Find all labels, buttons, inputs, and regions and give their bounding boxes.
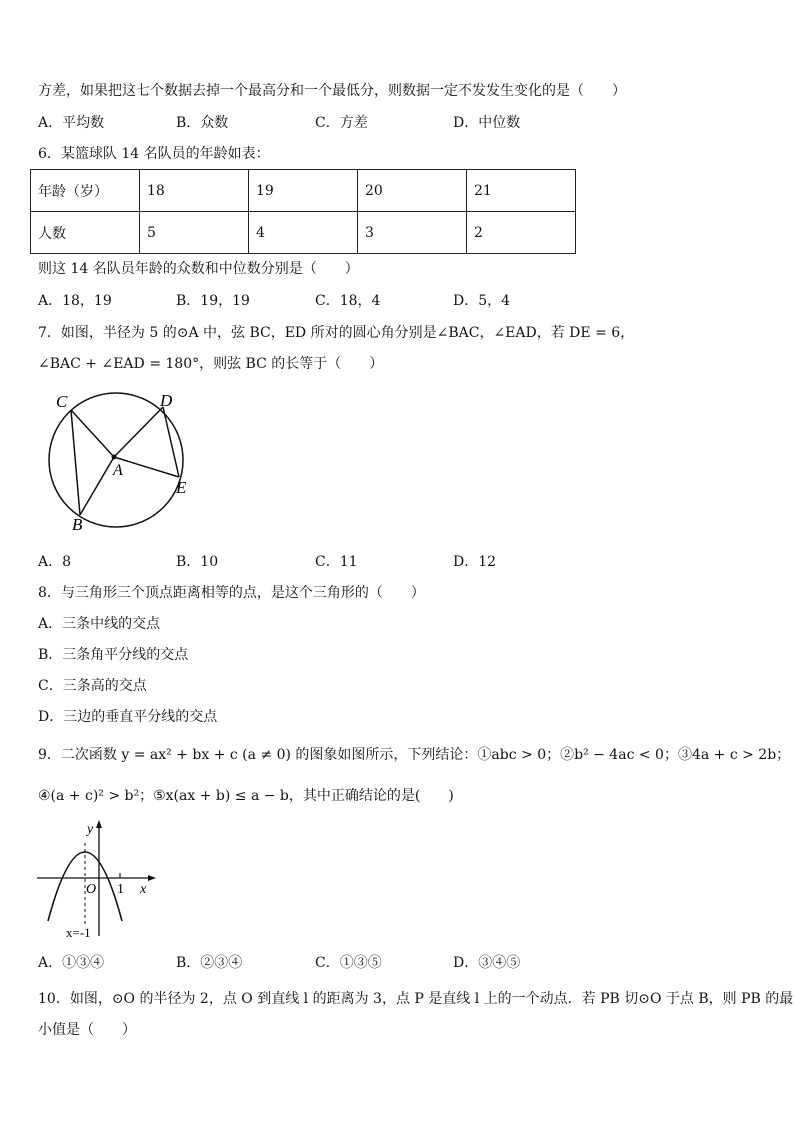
table-cell: 2 — [467, 212, 576, 254]
table-cell: 3 — [358, 212, 467, 254]
q8-option-a: A．三条中线的交点 — [38, 616, 161, 632]
table-cell: 21 — [467, 170, 576, 212]
q6-option-a: A．18，19 — [38, 293, 112, 309]
label-b: B — [72, 515, 83, 534]
chord-bc — [71, 410, 80, 515]
table-cell: 19 — [249, 170, 358, 212]
circle-figure — [40, 385, 200, 535]
table-cell: 18 — [140, 170, 249, 212]
q7-option-b: B．10 — [176, 554, 219, 570]
q5-option-d: D．中位数 — [453, 115, 521, 131]
q6-stem: 6．某篮球队 14 名队员的年龄如表： — [38, 146, 270, 162]
segment-ad — [114, 407, 163, 457]
label-d: D — [160, 391, 173, 410]
table-cell: 4 — [249, 212, 358, 254]
q7-stem-line2: ∠BAC + ∠EAD = 180°，则弦 BC 的长等于（ ） — [38, 356, 384, 372]
chord-de — [163, 407, 179, 477]
q6-option-d: D．5，4 — [453, 293, 511, 309]
q9-stem-line2: ④(a + c)² > b²；⑤x(ax + b) ≤ a − b，其中正确结论的是( ) — [38, 788, 454, 804]
table-row — [31, 212, 576, 254]
label-one: 1 — [117, 882, 124, 897]
label-y: y — [87, 822, 94, 837]
label-e: E — [176, 478, 187, 497]
q9-option-d: D．③④⑤ — [453, 955, 521, 971]
q9-option-b: B．②③④ — [176, 955, 243, 971]
q9-stem-line1: 9．二次函数 y = ax² + bx + c (a ≠ 0) 的图象如图所示，下列结论：①abc > 0；②b² − 4ac < 0；③4a + c > 2b； — [38, 747, 791, 763]
q5-option-c: C．方差 — [315, 115, 368, 131]
q8-option-b: B．三条角平分线的交点 — [38, 647, 189, 663]
q8-stem: 8．与三角形三个顶点距离相等的点，是这个三角形的（ ） — [38, 585, 425, 601]
segment-ba — [80, 457, 114, 515]
age-table — [30, 169, 576, 254]
x-axis-arrow-icon — [148, 875, 156, 881]
q7-option-c: C．11 — [315, 554, 358, 570]
q7-option-d: D．12 — [453, 554, 497, 570]
q5-stem: 方差，如果把这七个数据去掉一个最高分和一个最低分，则数据一定不发发生变化的是（ ） — [38, 83, 626, 99]
table-cell: 人数 — [31, 212, 140, 254]
table-row — [31, 170, 576, 212]
parabola-figure — [34, 815, 164, 941]
q10-stem-line1: 10．如图，⊙O 的半径为 2，点 O 到直线 l 的距离为 3，点 P 是直线 l 上的一个动点．若 PB 切⊙O 于点 B，则 PB 的最 — [38, 991, 794, 1007]
q10-stem-line2: 小值是（ ） — [38, 1022, 136, 1038]
q6-question: 则这 14 名队员年龄的众数和中位数分别是（ ） — [38, 261, 359, 277]
label-a: A — [113, 462, 123, 479]
q8-option-c: C．三条高的交点 — [38, 678, 147, 694]
table-cell: 20 — [358, 170, 467, 212]
q5-option-b: B．众数 — [176, 115, 229, 131]
center-point-a — [112, 455, 117, 460]
segment-ca — [71, 410, 114, 457]
q7-stem-line1: 7．如图，半径为 5 的⊙A 中，弦 BC，ED 所对的圆心角分别是∠BAC，∠EAD，若 DE = 6， — [38, 325, 635, 341]
segment-ae — [114, 457, 179, 477]
q9-option-c: C．①③⑤ — [315, 955, 382, 971]
q9-option-a: A．①③④ — [38, 955, 105, 971]
q7-option-a: A．8 — [38, 554, 72, 570]
q6-option-c: C．18，4 — [315, 293, 381, 309]
label-origin: O — [86, 882, 97, 897]
q8-option-d: D．三边的垂直平分线的交点 — [38, 709, 218, 725]
table-cell: 5 — [140, 212, 249, 254]
q5-option-a: A．平均数 — [38, 115, 105, 131]
y-axis-arrow-icon — [96, 820, 102, 828]
label-symmetry-axis: x=-1 — [66, 925, 91, 940]
table-cell: 年龄（岁） — [31, 170, 140, 212]
circle-a — [49, 393, 183, 527]
label-x: x — [140, 882, 147, 897]
label-c: C — [56, 392, 68, 411]
q6-option-b: B．19，19 — [176, 293, 250, 309]
